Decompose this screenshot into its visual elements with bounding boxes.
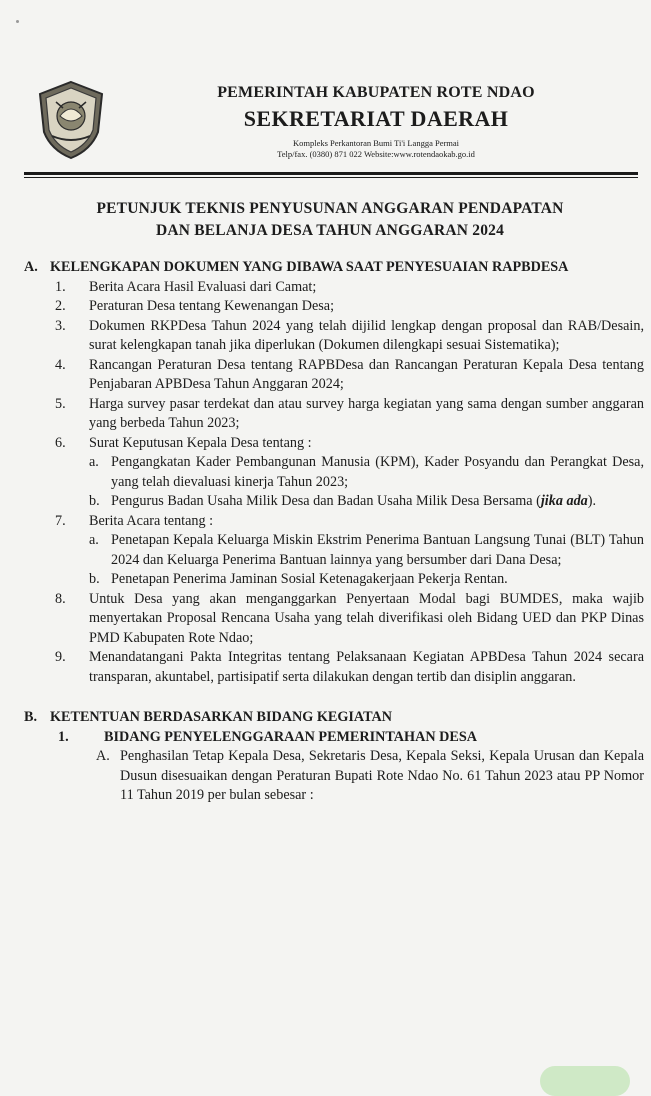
sub-item	[89, 453, 644, 492]
sub-item-text-after: ).	[587, 493, 597, 509]
item-text: Peraturan Desa tentang Kewenangan Desa;	[89, 298, 335, 314]
office-contact: Telp/fax. (0380) 871 022 Website:www.rotendaokab.go.id	[277, 149, 475, 159]
item-number: 2.	[55, 298, 66, 314]
item-number: 8.	[55, 590, 66, 607]
item-number: 1.	[55, 278, 66, 295]
section-b-point	[96, 747, 644, 806]
section-b-heading	[24, 708, 644, 728]
section-b-title: KETENTUAN BERDASARKAN BIDANG KEGIATAN	[50, 709, 392, 725]
point-letter: A.	[96, 748, 110, 764]
item-number: 7.	[55, 512, 66, 529]
office-address: Kompleks Perkantoran Bumi Ti'i Langga Permai	[292, 138, 460, 148]
sub-item	[89, 492, 644, 512]
item-number: 9.	[55, 649, 66, 665]
letterhead-rule-thick	[24, 172, 638, 175]
item-text: Untuk Desa yang akan menganggarkan Penyertaan Modal bagi BUMDES, maka wajib menyertakan Proposal Rencana Usaha yang telah diverifikasi oleh Bidang UED dan PKP Dinas PMD Kabupaten Rote Ndao;	[89, 590, 644, 646]
section-a-letter: A.	[24, 259, 38, 275]
subsection-title: BIDANG PENYELENGGARAAN PEMERINTAHAN DESA	[104, 728, 477, 745]
item-text: Menandatangani Pakta Integritas tentang Pelaksanaan Kegiatan APBDesa Tahun 2024 secara transparan, akuntabel, partisipatif serta dilakukan dengan tertib dan disiplin anggaran.	[89, 649, 644, 685]
list-item	[50, 278, 644, 298]
title-line-2: DAN BELANJA DESA TAHUN ANGGARAN 2024	[155, 222, 505, 239]
section-a-heading	[24, 258, 644, 278]
sub-item	[89, 570, 644, 590]
point-text: Penghasilan Tetap Kepala Desa, Sekretaris Desa, Kepala Seksi, Kepala Urusan dan Kepala Dusun disesuaikan dengan Peraturan Bupati Rote Ndao No. 61 Tahun 2023 atau PP Nomor 11 Tahun 2019 per bulan sebesar :	[120, 748, 644, 803]
sub-item-text: Penetapan Penerima Jaminan Sosial Ketenagakerjaan Pekerja Rentan.	[111, 571, 508, 587]
document-body	[24, 258, 644, 806]
list-item	[50, 317, 644, 356]
sub-item-text: Penetapan Kepala Keluarga Miskin Ekstrim Penerima Bantuan Langsung Tunai (BLT) Tahun 2024 dan Keluarga Penerima Bantuan lainnya yang bersumber dari Dana Desa;	[111, 532, 644, 568]
subsection-number: 1.	[58, 728, 69, 745]
list-item	[50, 356, 644, 395]
item-body	[89, 434, 644, 512]
document-title	[30, 198, 630, 242]
title-line-1: PETUNJUK TEKNIS PENYUSUNAN ANGGARAN PENDAPATAN	[96, 200, 564, 217]
section-b-letter: B.	[24, 709, 38, 725]
item-number: 4.	[55, 356, 66, 373]
list-item	[50, 434, 644, 512]
item-text: Berita Acara tentang :	[89, 512, 214, 529]
letterhead-rule-thin	[24, 177, 638, 178]
item-body	[89, 512, 644, 590]
sub-item-letter: b.	[89, 493, 100, 509]
section-a-title: KELENGKAPAN DOKUMEN YANG DIBAWA SAAT PENYESUAIAN RAPBDESA	[50, 259, 569, 275]
item-number: 5.	[55, 395, 66, 412]
department-name: SEKRETARIAT DAERAH	[243, 106, 509, 131]
sub-item-letter: a.	[89, 454, 99, 470]
list-item	[50, 297, 644, 317]
letterhead	[116, 84, 636, 159]
sub-item-text-before: Pengurus Badan Usaha Milik Desa dan Badan Usaha Milik Desa Bersama (	[111, 493, 541, 509]
section-b-subheading	[50, 728, 644, 748]
list-item	[50, 395, 644, 434]
item-text: Surat Keputusan Kepala Desa tentang :	[89, 434, 312, 451]
section-a-list	[50, 278, 644, 688]
list-item	[50, 512, 644, 590]
item-text: Harga survey pasar terdekat dan atau survey harga kegiatan yang sama dengan sumber anggaran yang berbeda Tahun 2023;	[89, 395, 644, 431]
sub-item-emphasis: jika ada	[540, 493, 588, 509]
scan-speck	[16, 20, 19, 23]
sub-item-text	[111, 492, 644, 512]
government-name: PEMERINTAH KABUPATEN ROTE NDAO	[217, 84, 535, 101]
item-text: Berita Acara Hasil Evaluasi dari Camat;	[89, 278, 317, 295]
regency-seal-logo	[36, 80, 106, 160]
item-number: 6.	[55, 434, 66, 451]
sub-item	[89, 531, 644, 570]
sub-item-letter: b.	[89, 571, 100, 587]
item-text: Rancangan Peraturan Desa tentang RAPBDesa dan Rancangan Peraturan Kepala Desa tentang Penjabaran APBDesa Tahun Anggaran 2024;	[89, 356, 644, 392]
sub-item-letter: a.	[89, 532, 99, 548]
sub-item-text: Pengangkatan Kader Pembangunan Manusia (KPM), Kader Posyandu dan Perangkat Desa, yang telah dievaluasi kinerja Tahun 2023;	[111, 454, 644, 490]
item-text: Dokumen RKPDesa Tahun 2024 yang telah dijilid lengkap dengan proposal dan RAB/Desain, surat kelengkapan tanah jika diperlukan (Dokumen dilengkapi sesuai Sistematika);	[89, 317, 644, 353]
list-item	[50, 590, 644, 649]
list-item	[50, 648, 644, 687]
item-number: 3.	[55, 317, 66, 334]
overlay-badge	[540, 1066, 630, 1096]
